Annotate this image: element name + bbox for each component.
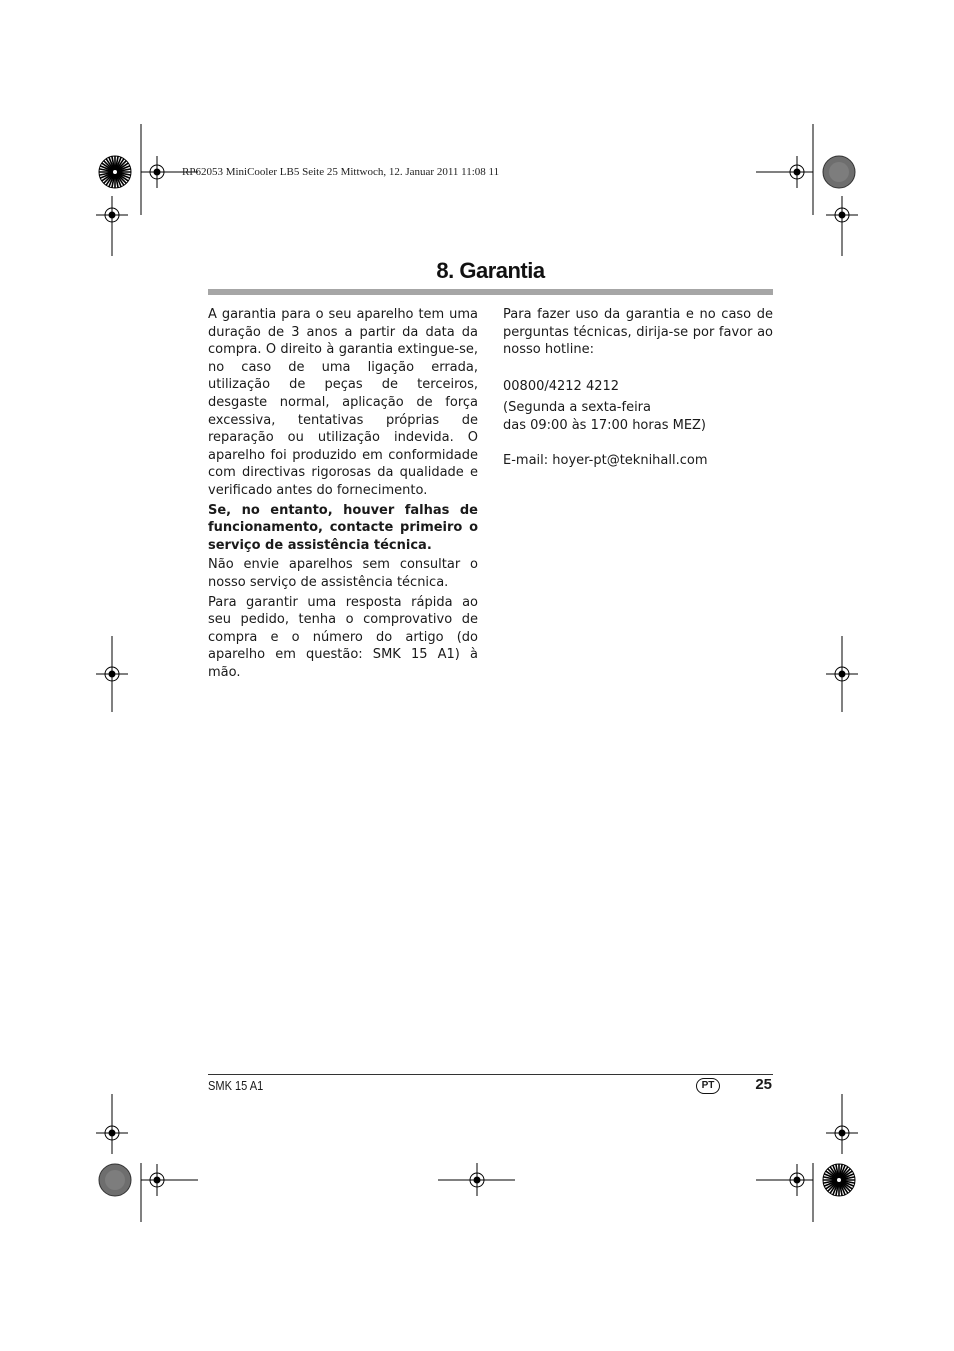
hotline-intro-paragraph: Para fazer uso da garantia e no caso de perguntas técnicas, dirija-se por favor ao nosso hotline: [503, 307, 773, 358]
footer-rule [208, 1074, 773, 1075]
language-badge: PT [696, 1078, 720, 1094]
right-column [503, 306, 773, 471]
section-title: 8. Garantia [436, 258, 545, 283]
page-number: 25 [755, 1076, 772, 1093]
print-job-header: RP62053 MiniCooler LB5 Seite 25 Mittwoch, 12. Januar 2011 11:08 11 [182, 166, 500, 178]
warranty-duration-paragraph: A garantia para o seu aparelho tem uma duração de 3 anos a partir da data da compra. O direito à garantia extingue-se, no caso de uma ligação errada, utilização de peças de terceiros, desgaste normal, aplicação de força excessiva, tentativas próprias de reparação ou utilização indevida. O aparelho foi produzido em conformidade com directivas rigorosas da qualidade e verificado antes do fornecimento. [208, 307, 478, 498]
service-contact-notice: Se, no entanto, houver falhas de funcionamento, contacte primeiro o serviço de assistência técnica. [208, 502, 478, 553]
footer-model-number: SMK 15 A1 [208, 1078, 264, 1093]
hotline-phone-number: 00800/4212 4212 [503, 378, 620, 394]
left-column [208, 306, 478, 683]
proof-of-purchase-paragraph: Para garantir uma resposta rápida ao seu pedido, tenha o comprovativo de compra e o número do artigo (do aparelho em questão: SMK 15 A1) à mão. [208, 594, 478, 680]
hotline-hours-line-2: das 09:00 às 17:00 horas MEZ) [503, 417, 707, 433]
support-email: E-mail: hoyer-pt@teknihall.com [503, 452, 708, 468]
title-underline-bar [208, 289, 773, 295]
no-unannounced-returns-paragraph: Não envie aparelhos sem consultar o nosso serviço de assistência técnica. [208, 557, 478, 590]
hotline-hours-line-1: (Segunda a sexta-feira [503, 400, 651, 416]
